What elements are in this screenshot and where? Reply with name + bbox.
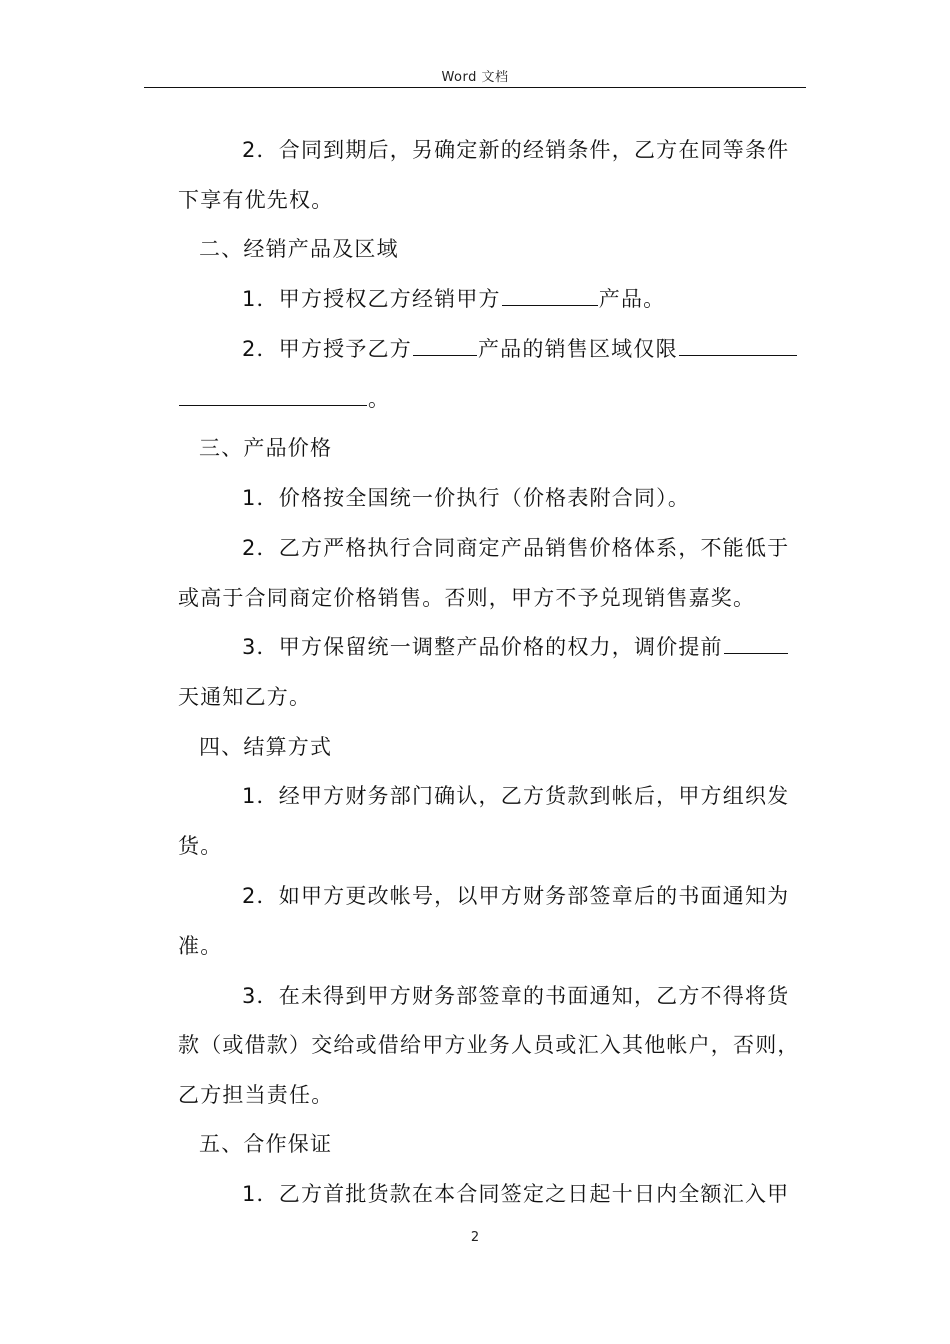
clause-text: 2．甲方授予乙方 <box>242 337 412 361</box>
fill-blank-product-name <box>413 333 477 356</box>
clause-5-1-line-1: 1．乙方首批货款在本合同签定之日起十日内全额汇入甲 <box>242 1182 790 1206</box>
fill-blank-product <box>502 283 598 306</box>
clause-4-2-line-2: 准。 <box>178 934 223 958</box>
clause-3-2-line-1: 2．乙方严格执行合同商定产品销售价格体系，不能低于 <box>242 536 790 560</box>
clause-2-2-line-2: 下享有优先权。 <box>178 188 334 212</box>
clause-4-3-line-3: 乙方担当责任。 <box>178 1083 334 1107</box>
fill-blank-days <box>724 631 788 654</box>
clause-4-1-line-2: 货。 <box>178 834 223 858</box>
section-heading-2: 二、经销产品及区域 <box>199 237 399 261</box>
clause-sales-region-cont <box>178 379 390 419</box>
clause-3-3-line-2: 天通知乙方。 <box>178 685 312 709</box>
page-number: 2 <box>470 1230 480 1245</box>
clause-3-3-line-1 <box>242 627 789 667</box>
clause-sales-region <box>242 329 798 369</box>
fill-blank-region-cont <box>179 383 367 406</box>
clause-4-3-line-2: 款（或借款）交给或借给甲方业务人员或汇入其他帐户，否则， <box>178 1033 800 1057</box>
clause-text-end: 产品。 <box>598 287 666 311</box>
clause-text-mid: 产品的销售区域仅限 <box>477 337 678 361</box>
clause-text: 3．甲方保留统一调整产品价格的权力，调价提前 <box>242 635 723 659</box>
clause-3-2-line-2: 或高于合同商定价格销售。否则，甲方不予兑现销售嘉奖。 <box>178 586 756 610</box>
clause-4-3-line-1: 3．在未得到甲方财务部签章的书面通知，乙方不得将货 <box>242 984 790 1008</box>
clause-text-end: 。 <box>368 387 391 411</box>
section-heading-4: 四、结算方式 <box>199 735 333 759</box>
clause-2-2-line-1: 2．合同到期后，另确定新的经销条件，乙方在同等条件 <box>242 138 790 162</box>
page-header-title: Word 文档 <box>441 70 509 85</box>
clause-3-1: 1．价格按全国统一价执行（价格表附合同）。 <box>242 486 691 510</box>
clause-4-2-line-1: 2．如甲方更改帐号，以甲方财务部签章后的书面通知为 <box>242 884 790 908</box>
section-heading-3: 三、产品价格 <box>199 436 333 460</box>
section-heading-5: 五、合作保证 <box>199 1132 333 1156</box>
clause-4-1-line-1: 1．经甲方财务部门确认，乙方货款到帐后，甲方组织发 <box>242 784 790 808</box>
header-divider <box>144 87 806 88</box>
clause-text: 1．甲方授权乙方经销甲方 <box>242 287 501 311</box>
clause-product-authorization <box>242 279 665 319</box>
fill-blank-region <box>679 333 797 356</box>
